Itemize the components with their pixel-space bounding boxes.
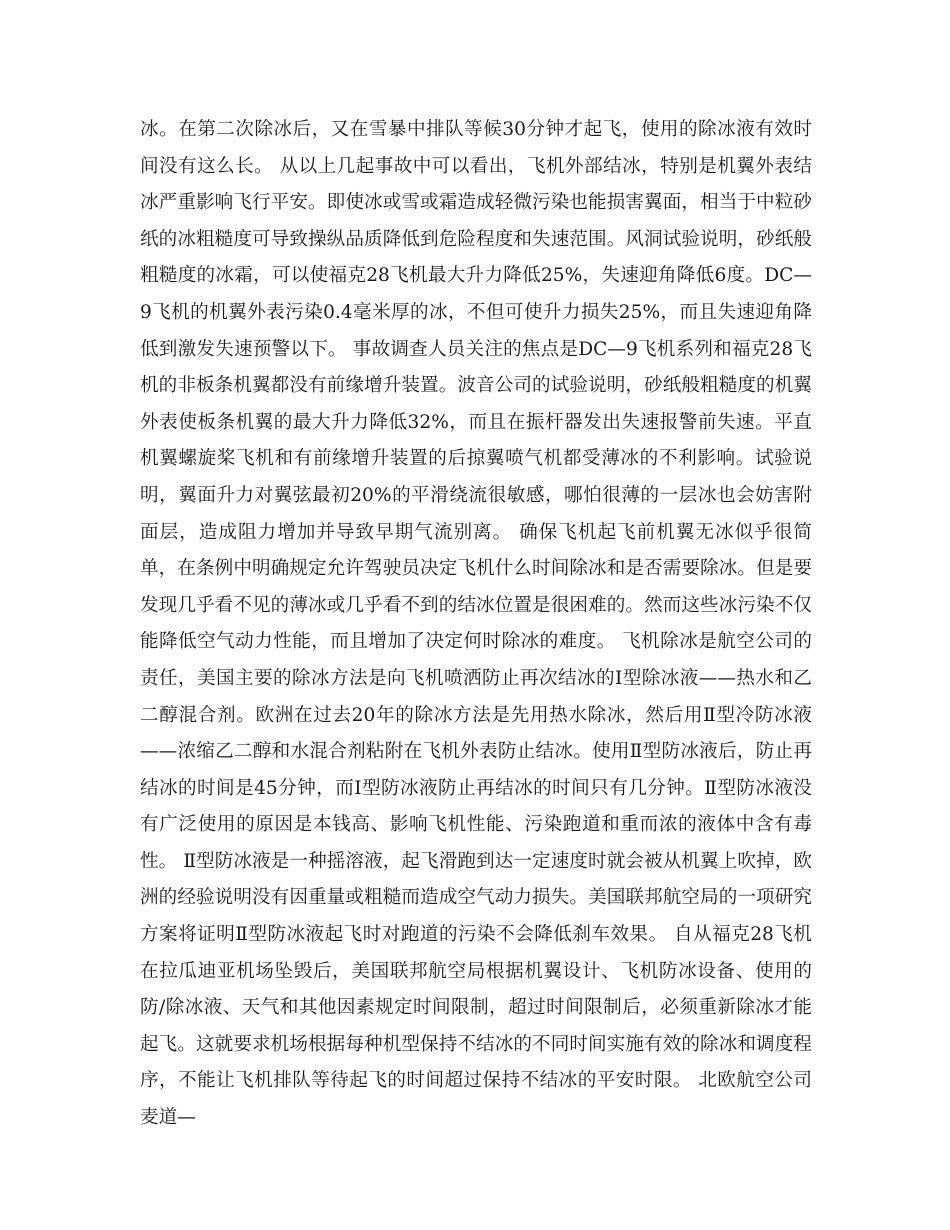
body-paragraph: 冰。在第二次除冰后，又在雪暴中排队等候30分钟才起飞，使用的除冰液有效时间没有这么长。 从以上几起事故中可以看出，飞机外部结冰，特别是机翼外表结冰严重影响飞行平安。即使冰或雪或霜造成轻微污染也能损害翼面，相当于中粒砂纸的冰粗糙度可导致操纵品质降低到危险程度和失速范围。风洞试验说明，砂纸般粗糙度的冰霜，可以使福克28飞机最大升力降低25%，失速迎角降低6度。DC—9飞机的机翼外表污染0.4毫米厚的冰，不但可使升力损失25%，而且失速迎角降低到激发失速预警以下。 事故调查人员关注的焦点是DC—9飞机系列和福克28飞机的非板条机翼都没有前缘增升装置。波音公司的试验说明，砂纸般粗糙度的机翼外表使板条机翼的最大升力降低32%，而且在振杆器发出失速报警前失速。平直机翼螺旋桨飞机和有前缘增升装置的后掠翼喷气机都受薄冰的不利影响。试验说明，翼面升力对翼弦最初20%的平滑绕流很敏感，哪怕很薄的一层冰也会妨害附面层，造成阻力增加并导致早期气流别离。 确保飞机起飞前机翼无冰似乎很简单，在条例中明确规定允许驾驶员决定飞机什么时间除冰和是否需要除冰。但是要发现几乎看不见的薄冰或几乎看不到的结冰位置是很困难的。然而这些冰污染不仅能降低空气动力性能，而且增加了决定何时除冰的难度。 飞机除冰是航空公司的责任，美国主要的除冰方法是向飞机喷洒防止再次结冰的Ⅰ型除冰液——热水和乙二醇混合剂。欧洲在过去20年的除冰方法是先用热水除冰，然后用Ⅱ型冷防冰液——浓缩乙二醇和水混合剂粘附在飞机外表防止结冰。使用Ⅱ型防冰液后，防止再结冰的时间是45分钟，而Ⅰ型防冰液防止再结冰的时间只有几分钟。Ⅱ型防冰液没有广泛使用的原因是本钱高、影响飞机性能、污染跑道和重而浓的液体中含有毒性。 Ⅱ型防冰液是一种摇溶液，起飞滑跑到达一定速度时就会被从机翼上吹掉，欧洲的经验说明没有因重量或粗糙而造成空气动力损失。美国联邦航空局的一项研究方案将证明Ⅱ型防冰液起飞时对跑道的污染不会降低刹车效果。 自从福克28飞机在拉瓜迪亚机场坠毁后，美国联邦航空局根据机翼设计、飞机防冰设备、使用的防/除冰液、天气和其他因素规定时间限制，超过时间限制后，必须重新除冰才能起飞。这就要求机场根据每种机型保持不结冰的不同时间实施有效的除冰和调度程序，不能让飞机排队等待起飞的时间超过保持不结冰的平安时限。 北欧航空公司麦道— — [140, 119, 812, 1129]
